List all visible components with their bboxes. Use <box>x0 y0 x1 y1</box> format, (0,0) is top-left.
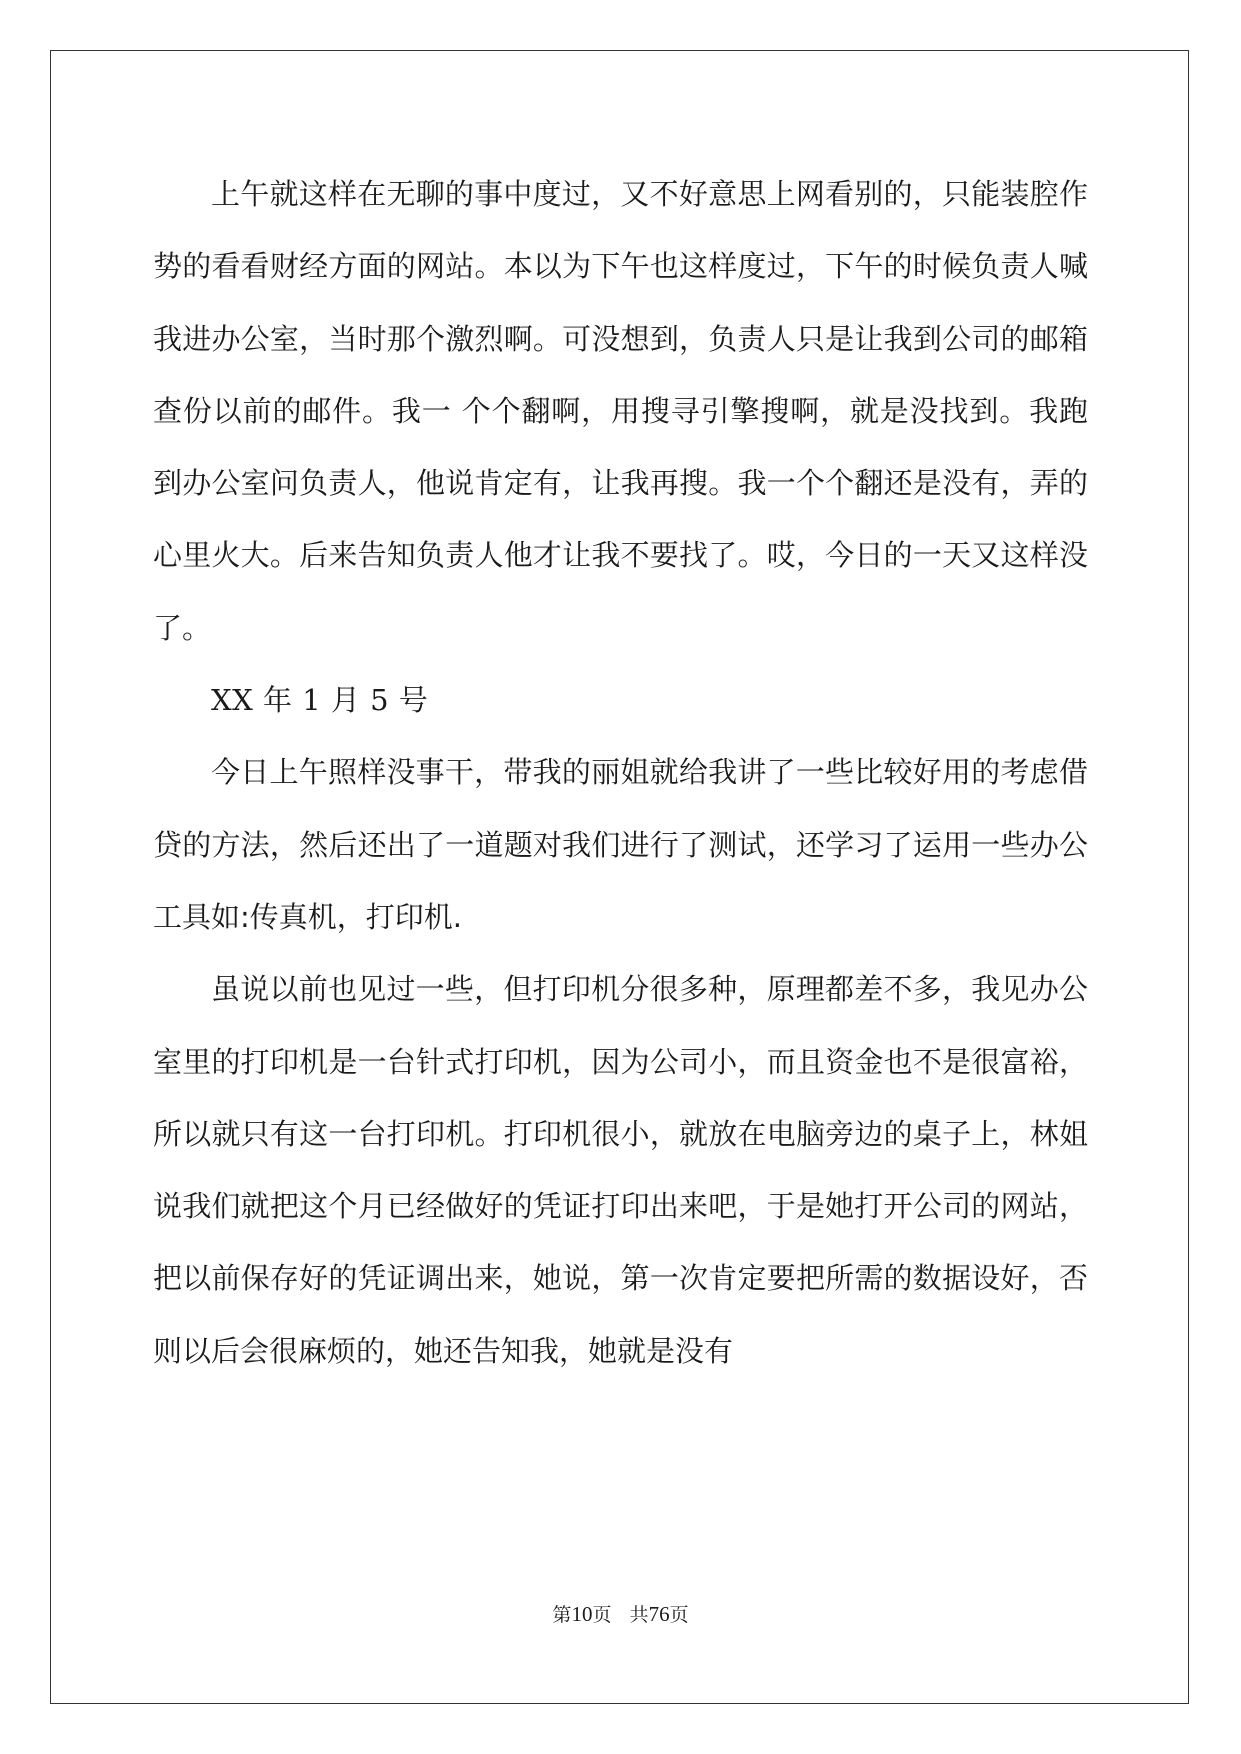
total-page-number: 76 <box>648 1602 670 1626</box>
paragraph-1: 上午就这样在无聊的事中度过，又不好意思上网看别的，只能装腔作势的看看财经方面的网站。本以为下午也这样度过，下午的时候负责人喊我进办公室，当时那个激烈啊。可没想到，负责人只是让我到公司的邮箱查份以前的邮件。我一 个个翻啊，用搜寻引擎搜啊，就是没找到。我跑到办公室问负责人，他说肯定有，让我再搜。我一个个翻还是没有，弄的心里火大。后来告知负责人他才让我不要找了。哎，今日的一天又这样没了。 <box>153 177 1088 645</box>
footer-middle: 页 共 <box>592 1604 649 1626</box>
footer-prefix: 第 <box>552 1604 572 1626</box>
paragraph-2: 今日上午照样没事干，带我的丽姐就给我讲了一些比较好用的考虑借贷的方法，然后还出了一道题对我们进行了测试，还学习了运用一些办公工具如:传真机，打印机. <box>153 755 1088 934</box>
footer-suffix: 页 <box>669 1604 689 1626</box>
paragraph-3: 虽说以前也见过一些，但打印机分很多种，原理都差不多，我见办公室里的打印机是一台针式打印机，因为公司小，而且资金也不是很富裕，所以就只有这一台打印机。打印机很小，就放在电脑旁边的桌子上，林姐说我们就把这个月已经做好的凭证打印出来吧，于是她打开公司的网站，把以前保存好的凭证调出来，她说，第一次肯定要把所需的数据设好，否则以后会很麻烦的，她还告知我，她就是没有 <box>153 972 1088 1368</box>
current-page-number: 10 <box>571 1602 593 1626</box>
date-heading: XX 年 1 月 5 号 <box>211 683 429 718</box>
document-body <box>153 158 1088 1387</box>
page-footer <box>0 1600 1241 1627</box>
